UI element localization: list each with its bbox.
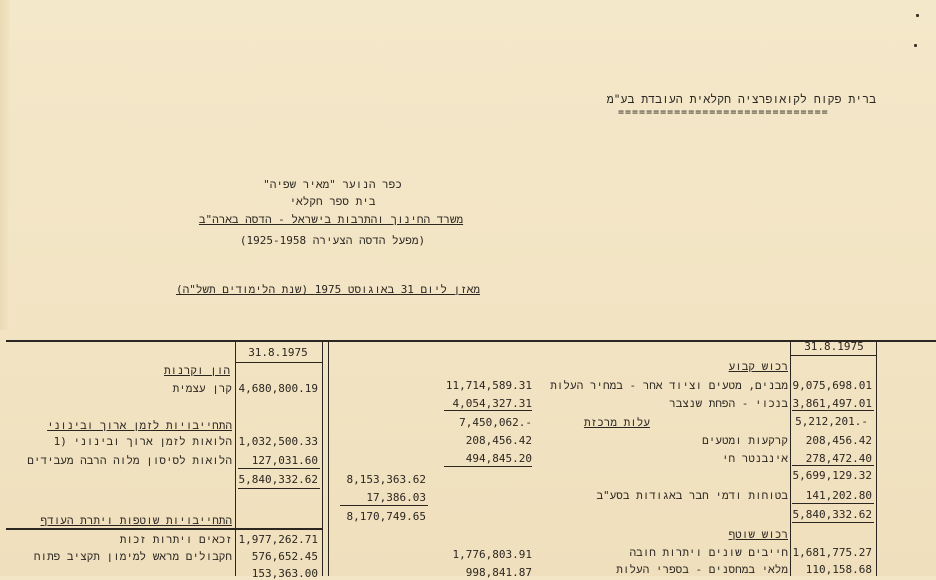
school-type: בית ספר חקלאי (289, 195, 376, 208)
capital-heading: הון וקרנות (163, 364, 230, 377)
assets-mid-g: 998,841.87 (465, 566, 532, 579)
securities-label: בטוחות ודמי חבר באגודות בסע"ב (596, 489, 788, 502)
organization-line: ברית פקוח לקואופרציה חקלאית העובדת בע"מ (606, 92, 876, 106)
current-liabilities-heading: התחייבויות שוטפות ויתרת העודף (40, 514, 232, 527)
employee-loans-value: 127,031.60 (251, 454, 318, 467)
last-row-label: מלאי במחסנים - בספרי העלות (616, 563, 788, 576)
depreciation-label: בנכוי - הפחת שנצבר (669, 397, 788, 410)
assets-subtotal-a: 5,699,129.32 (792, 469, 872, 482)
current-assets-heading: רכוש שוטף (728, 528, 788, 541)
col-divider-2 (328, 340, 329, 576)
school-name: כפר הנוער "מאיר שפיה" (263, 178, 402, 191)
assets-subtotal-b: 5,840,332.62 (792, 508, 872, 521)
inventory-label: אינבנטר חי (721, 452, 788, 465)
partial-value: 153,363.00 (251, 567, 318, 580)
employee-loans-label: הלואות לסיסון מלוה הרבה מעבידים (27, 454, 232, 467)
securities-value: 141,202.80 (805, 489, 872, 502)
date-rule-left (236, 362, 322, 363)
own-capital-value: 4,680,800.19 (238, 382, 318, 395)
debtors-label: חייבים שונים ויתרות חובה (629, 546, 788, 559)
ministry-line: משרד החינוך והתרבות בישראל - הדסה בארה"ב (198, 213, 464, 226)
buildings-label: מבנים, מטעים וציוד אחר - במחיר העלות (550, 379, 788, 392)
last-row-value: 110,158.68 (805, 563, 872, 576)
col-divider-1 (322, 340, 323, 576)
fixed-assets-net-value: 5,212,201.- (795, 415, 868, 428)
col2-rule (340, 505, 428, 506)
deferred-heading: עלות מרכזת (583, 416, 650, 429)
debtors-value: 1,681,775.27 (792, 546, 872, 559)
long-term-loans-value: 1,032,500.33 (238, 435, 318, 448)
land-value: 208,456.42 (805, 434, 872, 447)
assets-mid-d: 208,456.42 (465, 434, 532, 447)
inventory-rule (792, 465, 874, 466)
fixed-assets-heading: רכוש קבוע (728, 360, 788, 373)
assets-mid-c: 7,450,062.- (459, 416, 532, 429)
suppliers-label: זכאים ויתרות זכות (119, 533, 232, 546)
liabilities-col2-total-b: 17,386.03 (366, 491, 426, 504)
buildings-value: 9,075,698.01 (792, 379, 872, 392)
ink-speck (914, 44, 917, 47)
assets-subtotal-underline (792, 522, 874, 523)
subtotal-underline-left (238, 488, 320, 489)
subtotal-rule-left (238, 468, 320, 469)
col-divider-right-edge (876, 340, 877, 576)
mid-rule-1 (444, 410, 532, 411)
liabilities-subtotal: 5,840,332.62 (238, 473, 318, 486)
liabilities-col2-total-c: 8,170,749.65 (346, 510, 426, 523)
founding-line: (מפעל הדסה הצעירה 1925-1958) (239, 234, 426, 247)
date-header-assets: 31.8.1975 (804, 340, 864, 353)
contractors-value: 576,652.45 (251, 550, 318, 563)
long-term-heading: התחייבויות לזמן ארוך ובינוני (47, 419, 232, 432)
assets-mid-a: 11,714,589.31 (445, 379, 532, 392)
own-capital-label: קרן עצמית (172, 382, 232, 395)
inventory-value: 278,472.40 (805, 452, 872, 465)
liabilities-col2-total-a: 8,153,363.62 (346, 473, 426, 486)
ink-speck (916, 14, 919, 17)
contractors-label: חקבולים מראש למימון תקציב פתוח (33, 550, 232, 563)
col-divider-right-amounts (790, 340, 791, 576)
assets-mid-b: 4,054,327.31 (452, 397, 532, 410)
suppliers-value: 1,977,262.71 (238, 533, 318, 546)
balance-sheet-title: מאזן ליום 31 באוגוסט 1975 (שנת הלימודים תשל"ה) (175, 283, 480, 296)
securities-rule (792, 503, 874, 504)
long-term-loans-label: הלואות לזמן ארוך ובינוני (1 (53, 435, 232, 448)
depreciation-value: 3,861,497.01 (792, 397, 872, 410)
mid-rule-2 (444, 466, 532, 467)
date-rule-right (791, 355, 876, 356)
net-rule-right (792, 410, 874, 411)
assets-mid-e: 494,845.20 (465, 452, 532, 465)
date-header-liabilities: 31.8.1975 (248, 346, 308, 359)
section-rule-left (6, 528, 322, 530)
organization-underline: ============================== (618, 107, 829, 118)
col-divider-left-amounts (235, 340, 236, 576)
page-fold-shadow (0, 0, 10, 330)
assets-mid-f: 1,776,803.91 (452, 548, 532, 561)
land-label: קרקעות ומטעים (702, 434, 788, 447)
